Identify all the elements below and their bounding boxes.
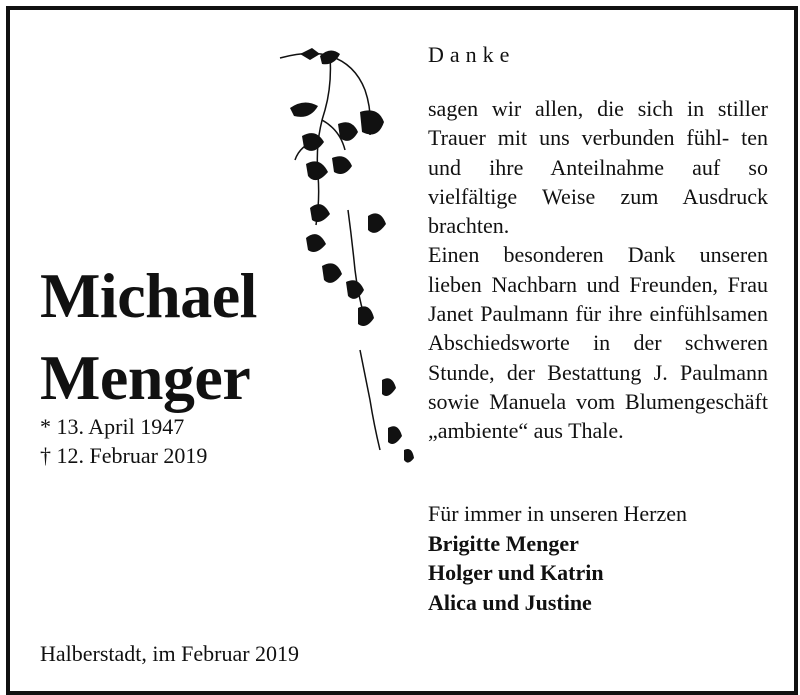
family-member: Brigitte Menger xyxy=(428,530,579,556)
place-and-date: Halberstadt, im Februar 2019 xyxy=(40,641,300,666)
deceased-last-name: Menger xyxy=(40,342,251,413)
birth-date: * 13. April 1947 xyxy=(40,414,185,439)
obituary-frame xyxy=(6,6,798,695)
thanks-paragraph: Einen besonderen Dank unseren lieben Nachbarn und Freunden, Frau Janet Paulmann für ihre einfühlsamen Abschiedsworte in der schweren Stunde, der Bestattung J. Paulmann sowie Manuela vom Blumengeschäft „ambiente“ aus Thale. xyxy=(428,242,768,444)
deceased-first-name: Michael xyxy=(40,260,257,331)
family-member: Alica und Justine xyxy=(428,589,592,615)
death-date: † 12. Februar 2019 xyxy=(40,443,208,468)
thanks-paragraph: sagen wir allen, die sich in stiller Trauer mit uns verbunden fühl- ten und ihre Anteilnahme auf so vielfältige Weise zum Ausdruck brachten. xyxy=(428,96,768,239)
thanks-heading: Danke xyxy=(428,42,516,67)
closing-block xyxy=(428,499,687,617)
thanks-text xyxy=(428,94,768,446)
family-member: Holger und Katrin xyxy=(428,560,604,585)
birch-branch-icon xyxy=(260,40,430,480)
life-dates xyxy=(40,412,207,470)
closing-line: Für immer in unseren Herzen xyxy=(428,501,688,526)
